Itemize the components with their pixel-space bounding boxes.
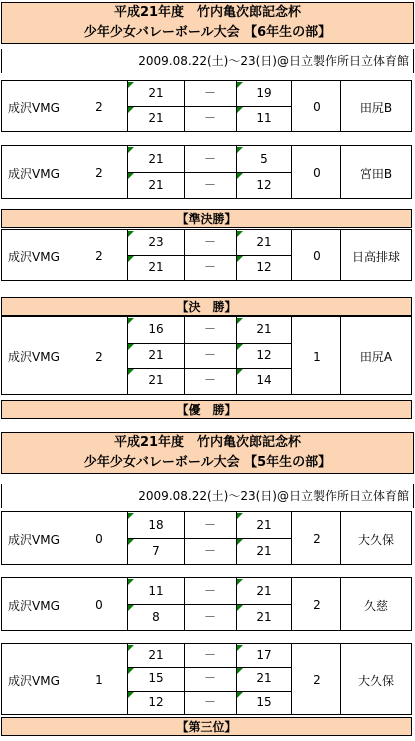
score-dash: － xyxy=(203,178,216,192)
cell-marker xyxy=(237,605,243,611)
divider xyxy=(184,172,185,198)
divider xyxy=(340,317,341,394)
team-name: 成沢VMG xyxy=(8,350,60,364)
game-row xyxy=(128,538,292,564)
score-opponent: 12 xyxy=(256,178,272,192)
score-opponent: 12 xyxy=(256,347,272,362)
match-block xyxy=(1,229,412,281)
opponent-name: 田尻B xyxy=(359,100,393,115)
divider xyxy=(128,106,292,107)
cell-marker xyxy=(237,539,243,545)
score-team: 8 xyxy=(152,610,160,624)
score-opponent: 21 xyxy=(256,671,272,686)
divider xyxy=(340,146,341,198)
divider xyxy=(184,667,185,690)
team-sets-won: 2 xyxy=(95,249,103,263)
score-team: 21 xyxy=(148,648,164,662)
score-opponent: 21 xyxy=(256,322,272,336)
score-dash: － xyxy=(203,347,216,362)
team-name: 成沢VMG xyxy=(8,598,60,613)
round-label: 【準決勝】 xyxy=(1,209,412,228)
divider xyxy=(128,604,292,605)
team-sets-won: 2 xyxy=(95,100,103,114)
game-row xyxy=(128,343,292,369)
cell-marker xyxy=(237,82,243,88)
cell-marker xyxy=(237,318,243,324)
score-dash: － xyxy=(203,584,216,598)
team-sets-won: 0 xyxy=(95,598,103,612)
cell-marker xyxy=(237,692,243,698)
cell-marker xyxy=(128,605,134,611)
divider xyxy=(128,691,292,692)
game-row xyxy=(128,368,292,394)
game-row xyxy=(128,255,292,280)
score-team: 7 xyxy=(152,544,160,558)
game-row xyxy=(128,106,292,131)
team-name: 成沢VMG xyxy=(8,100,60,115)
cell-marker xyxy=(128,539,134,545)
opponent-name: 大久保 xyxy=(357,673,394,688)
result-label: 【優 勝】 xyxy=(1,400,412,419)
match-block xyxy=(1,577,412,631)
score-opponent: 11 xyxy=(256,111,272,125)
team-sets-won: 2 xyxy=(95,166,103,180)
opponent-name: 宮田B xyxy=(359,166,393,181)
game-row xyxy=(128,81,292,106)
match-block xyxy=(1,316,412,395)
match-block xyxy=(1,511,412,565)
score-dash: － xyxy=(203,671,216,686)
match-block xyxy=(1,80,412,132)
divider xyxy=(184,106,185,131)
cell-marker xyxy=(237,344,243,350)
date-venue: 2009.08.22(土)～23(日)@日立製作所日立体育館 xyxy=(138,54,409,68)
score-team: 21 xyxy=(148,347,164,362)
cell-marker xyxy=(237,231,243,237)
score-opponent: 21 xyxy=(256,584,272,598)
score-team: 21 xyxy=(148,178,164,192)
game-row xyxy=(128,667,292,690)
cell-marker xyxy=(237,369,243,375)
game-row xyxy=(128,644,292,667)
section-header xyxy=(1,2,414,44)
opponent-name: 久慈 xyxy=(363,598,388,613)
match-block xyxy=(1,643,412,715)
date-venue-row xyxy=(1,484,414,508)
divider xyxy=(128,172,292,173)
cell-marker xyxy=(128,82,134,88)
score-opponent: 19 xyxy=(256,86,272,100)
round-label: 【決 勝】 xyxy=(1,297,412,316)
divider xyxy=(340,512,341,564)
opponent-sets-won: 2 xyxy=(313,598,321,612)
cell-marker xyxy=(237,147,243,153)
opponent-sets-won: 2 xyxy=(313,532,321,546)
score-opponent: 17 xyxy=(256,648,272,662)
cell-marker xyxy=(128,147,134,153)
team-name: 成沢VMG xyxy=(8,532,60,547)
score-team: 21 xyxy=(148,373,164,388)
game-row xyxy=(128,230,292,255)
cell-marker xyxy=(128,344,134,350)
score-opponent: 12 xyxy=(256,260,272,274)
opponent-sets-won: 1 xyxy=(313,349,321,364)
opponent-name: 田尻A xyxy=(359,350,393,364)
cell-marker xyxy=(128,692,134,698)
divider xyxy=(184,578,185,604)
score-team: 21 xyxy=(148,260,164,274)
cell-marker xyxy=(128,318,134,324)
divider xyxy=(128,255,292,256)
team-name: 成沢VMG xyxy=(8,673,60,688)
divider xyxy=(340,230,341,280)
cell-marker xyxy=(128,369,134,375)
match-block xyxy=(1,145,412,199)
game-row xyxy=(128,172,292,198)
score-opponent: 21 xyxy=(256,610,272,624)
divider xyxy=(128,368,292,369)
header-subtitle: 少年少女バレーボール大会 【6年生の部】 xyxy=(83,25,332,40)
score-team: 21 xyxy=(148,86,164,100)
divider xyxy=(184,538,185,564)
score-dash: － xyxy=(203,322,216,336)
divider xyxy=(184,691,185,714)
divider xyxy=(128,667,292,668)
score-opponent: 21 xyxy=(256,544,272,558)
date-venue: 2009.08.22(土)～23(日)@日立製作所日立体育館 xyxy=(138,489,409,503)
score-team: 21 xyxy=(148,152,164,166)
score-opponent: 21 xyxy=(256,235,272,249)
result-label: 【第三位】 xyxy=(1,717,412,736)
score-team: 18 xyxy=(148,518,164,532)
score-dash: － xyxy=(203,235,216,249)
score-dash: － xyxy=(203,260,216,274)
cell-marker xyxy=(128,513,134,519)
cell-marker xyxy=(128,579,134,585)
opponent-name: 日高排球 xyxy=(351,249,400,264)
header-title: 平成21年度 竹内亀次郎記念杯 xyxy=(113,5,302,20)
opponent-sets-won: 0 xyxy=(313,166,321,180)
score-dash: － xyxy=(203,373,216,388)
score-dash: － xyxy=(203,111,216,125)
opponent-sets-won: 0 xyxy=(313,100,321,114)
divider xyxy=(184,230,185,255)
cell-marker xyxy=(237,513,243,519)
opponent-sets-won: 2 xyxy=(313,673,321,687)
team-name: 成沢VMG xyxy=(8,166,60,181)
score-team: 21 xyxy=(148,111,164,125)
divider xyxy=(184,255,185,280)
game-row xyxy=(128,578,292,604)
cell-marker xyxy=(128,668,134,674)
team-name: 成沢VMG xyxy=(8,249,60,264)
score-team: 11 xyxy=(148,584,164,598)
date-venue-row xyxy=(1,49,414,73)
divider xyxy=(184,146,185,172)
opponent-name: 大久保 xyxy=(357,532,394,547)
game-row xyxy=(128,146,292,172)
divider xyxy=(184,81,185,106)
score-opponent: 5 xyxy=(260,152,268,166)
cell-marker xyxy=(237,107,243,113)
game-row xyxy=(128,604,292,630)
score-dash: － xyxy=(203,518,216,532)
cell-marker xyxy=(237,579,243,585)
divider xyxy=(340,644,341,714)
score-team: 15 xyxy=(148,671,164,686)
divider xyxy=(184,343,185,369)
divider xyxy=(184,512,185,538)
score-dash: － xyxy=(203,544,216,558)
game-row xyxy=(128,512,292,538)
opponent-sets-won: 0 xyxy=(313,249,321,263)
header-subtitle: 少年少女バレーボール大会 【5年生の部】 xyxy=(83,455,332,470)
divider xyxy=(184,604,185,630)
cell-marker xyxy=(128,645,134,651)
score-dash: － xyxy=(203,648,216,662)
cell-marker xyxy=(237,173,243,179)
cell-marker xyxy=(237,668,243,674)
cell-marker xyxy=(237,256,243,262)
score-team: 16 xyxy=(148,322,164,336)
header-title: 平成21年度 竹内亀次郎記念杯 xyxy=(113,435,302,450)
score-opponent: 14 xyxy=(256,373,272,388)
score-team: 23 xyxy=(148,235,164,249)
divider xyxy=(184,317,185,343)
section-header xyxy=(1,432,414,474)
score-opponent: 15 xyxy=(256,694,272,709)
team-sets-won: 1 xyxy=(95,673,103,687)
score-dash: － xyxy=(203,694,216,709)
divider xyxy=(340,81,341,131)
cell-marker xyxy=(128,231,134,237)
game-row xyxy=(128,317,292,343)
divider xyxy=(128,538,292,539)
team-sets-won: 0 xyxy=(95,532,103,546)
score-dash: － xyxy=(203,152,216,166)
cell-marker xyxy=(128,173,134,179)
divider xyxy=(184,368,185,394)
game-row xyxy=(128,691,292,714)
team-sets-won: 2 xyxy=(95,349,103,364)
score-dash: － xyxy=(203,610,216,624)
score-team: 12 xyxy=(148,694,164,709)
divider xyxy=(184,644,185,667)
cell-marker xyxy=(128,256,134,262)
score-dash: － xyxy=(203,86,216,100)
cell-marker xyxy=(128,107,134,113)
cell-marker xyxy=(237,645,243,651)
divider xyxy=(128,343,292,344)
score-opponent: 21 xyxy=(256,518,272,532)
divider xyxy=(340,578,341,630)
